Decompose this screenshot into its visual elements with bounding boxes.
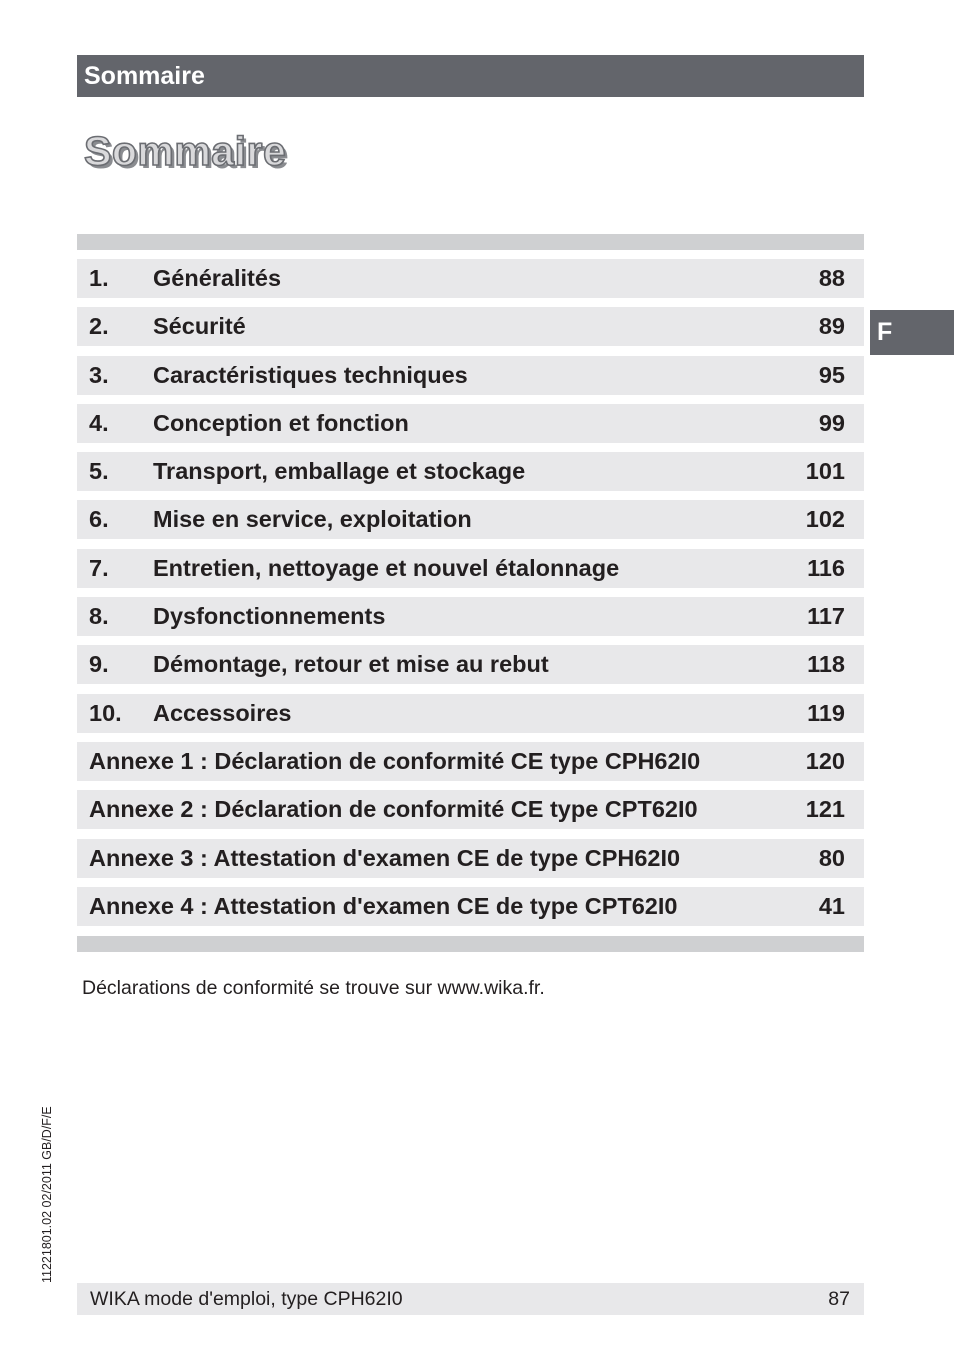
- toc-entry-label: Dysfonctionnements: [153, 603, 386, 630]
- conformity-note: Déclarations de conformité se trouve sur www.wika.fr.: [82, 977, 545, 999]
- toc-entry-label: Mise en service, exploitation: [153, 506, 472, 533]
- toc-entry-label: Annexe 3 : Attestation d'examen CE de type CPH62I0: [89, 844, 681, 871]
- toc-entry-number: 4.: [89, 409, 109, 436]
- toc-entry[interactable]: [77, 452, 864, 491]
- toc-entry-page: 117: [807, 603, 845, 630]
- toc-entry[interactable]: [77, 404, 864, 443]
- toc-entry-page: 119: [807, 699, 845, 726]
- page-footer: [77, 1283, 864, 1315]
- section-header-bar: [77, 55, 864, 97]
- toc-entry[interactable]: [77, 549, 864, 588]
- toc-entry-number: 8.: [89, 603, 109, 630]
- toc-entry-number: 6.: [89, 506, 109, 533]
- toc-annex-entry[interactable]: [77, 742, 864, 781]
- toc-top-rule: [77, 234, 864, 250]
- toc-bottom-rule: [77, 936, 864, 952]
- toc-entry-page: 95: [818, 361, 845, 388]
- toc-entry-page: 102: [805, 506, 845, 533]
- toc-entry-page: 80: [818, 844, 845, 871]
- toc-entry-page: 118: [807, 651, 845, 678]
- footer-page-number: 87: [828, 1288, 850, 1310]
- toc-entry-number: 3.: [89, 361, 109, 388]
- toc-entry-number: 2.: [89, 313, 109, 340]
- toc-entry-label: Annexe 4 : Attestation d'examen CE de type CPT62I0: [89, 892, 678, 919]
- toc-entry-label: Conception et fonction: [153, 409, 409, 436]
- toc-entry-page: 121: [805, 796, 845, 823]
- toc-entry-page: 116: [807, 554, 845, 581]
- toc-entry[interactable]: [77, 500, 864, 539]
- toc-entry-number: 10.: [89, 699, 122, 726]
- toc-entry-number: 5.: [89, 458, 109, 485]
- toc-entry-label: Accessoires: [153, 699, 292, 726]
- toc-entry-page: 99: [818, 409, 845, 436]
- toc-entry-number: 7.: [89, 554, 109, 581]
- toc-entry-label: Caractéristiques techniques: [153, 361, 468, 388]
- toc-annex-entry[interactable]: [77, 790, 864, 829]
- table-of-contents: [77, 259, 864, 935]
- toc-entry-page: 120: [805, 747, 845, 774]
- toc-entry-page: 88: [818, 265, 845, 291]
- toc-entry-label: Annexe 2 : Déclaration de conformité CE type CPT62I0: [89, 796, 698, 823]
- page-title: Sommaire: [84, 128, 287, 174]
- section-header-title: Sommaire: [84, 62, 205, 90]
- toc-entry-page: 41: [818, 892, 845, 919]
- toc-entry[interactable]: [77, 307, 864, 346]
- toc-entry-page: 89: [818, 313, 845, 340]
- toc-entry[interactable]: [77, 356, 864, 395]
- toc-entry-label: Démontage, retour et mise au rebut: [153, 651, 549, 678]
- toc-entry[interactable]: [77, 694, 864, 733]
- language-tab-label: F: [877, 318, 893, 346]
- footer-document-title: WIKA mode d'emploi, type CPH62I0: [90, 1288, 403, 1310]
- toc-entry-label: Sécurité: [153, 313, 246, 340]
- language-tab[interactable]: [870, 310, 954, 355]
- toc-entry-page: 101: [805, 458, 845, 485]
- toc-entry[interactable]: [77, 597, 864, 636]
- toc-annex-entry[interactable]: [77, 839, 864, 878]
- toc-entry-label: Généralités: [153, 265, 282, 291]
- toc-entry-label: Annexe 1 : Déclaration de conformité CE type CPH62I0: [89, 747, 701, 774]
- document-code: 11221801.02 02/2011 GB/D/F/E: [40, 1106, 54, 1283]
- toc-annex-entry[interactable]: [77, 887, 864, 926]
- toc-entry-label: Entretien, nettoyage et nouvel étalonnage: [153, 554, 620, 581]
- toc-entry-number: 9.: [89, 651, 109, 678]
- toc-entry[interactable]: [77, 645, 864, 684]
- toc-entry[interactable]: [77, 259, 864, 298]
- toc-entry-number: 1.: [89, 265, 109, 291]
- toc-entry-label: Transport, emballage et stockage: [153, 458, 526, 485]
